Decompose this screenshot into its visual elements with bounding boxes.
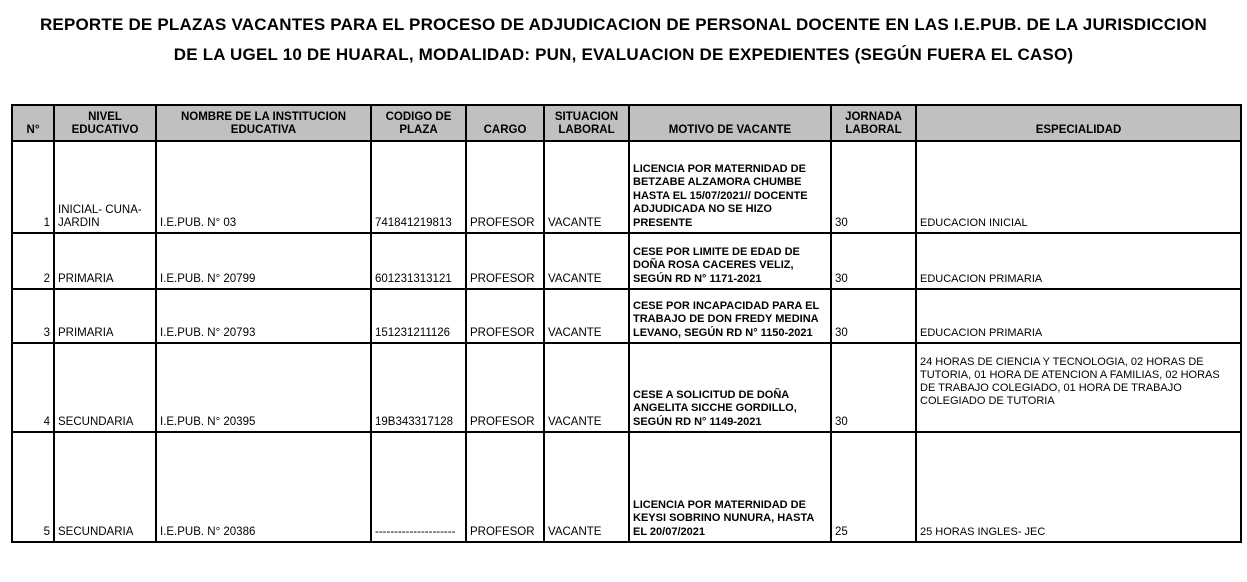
table-row xyxy=(12,141,1241,233)
cell-situacion: VACANTE xyxy=(544,432,629,542)
cell-cargo: PROFESOR xyxy=(466,432,544,542)
vacancies-table xyxy=(11,104,1242,543)
cell-situacion: VACANTE xyxy=(544,289,629,343)
cell-cargo: PROFESOR xyxy=(466,233,544,289)
cell-nombre: I.E.PUB. N° 20793 xyxy=(156,289,371,343)
table-row xyxy=(12,432,1241,542)
cell-codigo: --------------------- xyxy=(371,432,466,542)
cell-codigo: 741841219813 xyxy=(371,141,466,233)
cell-especialidad: EDUCACION PRIMARIA xyxy=(916,233,1241,289)
cell-cargo: PROFESOR xyxy=(466,289,544,343)
cell-nombre: I.E.PUB. N° 20395 xyxy=(156,343,371,432)
column-header-num: N° xyxy=(12,105,54,141)
cell-num: 4 xyxy=(12,343,54,432)
cell-jornada: 30 xyxy=(831,141,916,233)
cell-nivel: PRIMARIA xyxy=(54,289,156,343)
report-page xyxy=(0,10,1247,582)
column-header-situacion: SITUACION LABORAL xyxy=(544,105,629,141)
cell-jornada: 25 xyxy=(831,432,916,542)
cell-jornada: 30 xyxy=(831,233,916,289)
cell-cargo: PROFESOR xyxy=(466,141,544,233)
column-header-nombre: NOMBRE DE LA INSTITUCION EDUCATIVA xyxy=(156,105,371,141)
cell-codigo: 19B343317128 xyxy=(371,343,466,432)
cell-situacion: VACANTE xyxy=(544,343,629,432)
cell-num: 1 xyxy=(12,141,54,233)
table-row xyxy=(12,343,1241,432)
cell-nivel: SECUNDARIA xyxy=(54,343,156,432)
cell-motivo: LICENCIA POR MATERNIDAD DE KEYSI SOBRINO NUNURA, HASTA EL 20/07/2021 xyxy=(629,432,831,542)
cell-nivel: INICIAL- CUNA- JARDIN xyxy=(54,141,156,233)
report-title: REPORTE DE PLAZAS VACANTES PARA EL PROCESO DE ADJUDICACION DE PERSONAL DOCENTE EN LAS I.E.PUB. DE LA JURISDICCION DE LA UGEL 10 DE HUARAL, MODALIDAD: PUN, EVALUACION DE EXPEDIENTES (SEGÚN FUERA EL CASO) xyxy=(39,15,1208,64)
cell-codigo: 151231211126 xyxy=(371,289,466,343)
table-body xyxy=(12,141,1241,542)
cell-situacion: VACANTE xyxy=(544,141,629,233)
cell-nivel: PRIMARIA xyxy=(54,233,156,289)
cell-codigo: 601231313121 xyxy=(371,233,466,289)
cell-jornada: 30 xyxy=(831,343,916,432)
cell-nombre: I.E.PUB. N° 20386 xyxy=(156,432,371,542)
cell-motivo: LICENCIA POR MATERNIDAD DE BETZABE ALZAMORA CHUMBE HASTA EL 15/07/2021// DOCENTE ADJUDICADA NO SE HIZO PRESENTE xyxy=(629,141,831,233)
column-header-nivel: NIVEL EDUCATIVO xyxy=(54,105,156,141)
cell-nivel: SECUNDARIA xyxy=(54,432,156,542)
column-header-motivo: MOTIVO DE VACANTE xyxy=(629,105,831,141)
column-header-jornada: JORNADA LABORAL xyxy=(831,105,916,141)
table-header xyxy=(12,105,1241,141)
cell-num: 2 xyxy=(12,233,54,289)
cell-motivo: CESE POR LIMITE DE EDAD DE DOÑA ROSA CACERES VELIZ, SEGÚN RD N° 1171-2021 xyxy=(629,233,831,289)
cell-situacion: VACANTE xyxy=(544,233,629,289)
cell-especialidad: 24 HORAS DE CIENCIA Y TECNOLOGIA, 02 HORAS DE TUTORIA, 01 HORA DE ATENCION A FAMILIAS, 02 HORAS DE TRABAJO COLEGIADO, 01 HORA DE TRABAJO COLEGIADO DE TUTORIA xyxy=(916,343,1241,432)
cell-num: 5 xyxy=(12,432,54,542)
cell-especialidad: EDUCACION PRIMARIA xyxy=(916,289,1241,343)
table-row xyxy=(12,233,1241,289)
column-header-codigo: CODIGO DE PLAZA xyxy=(371,105,466,141)
cell-jornada: 30 xyxy=(831,289,916,343)
column-header-cargo: CARGO xyxy=(466,105,544,141)
column-header-especialidad: ESPECIALIDAD xyxy=(916,105,1241,141)
cell-motivo: CESE A SOLICITUD DE DOÑA ANGELITA SICCHE GORDILLO, SEGÚN RD N° 1149-2021 xyxy=(629,343,831,432)
table-row xyxy=(12,289,1241,343)
cell-num: 3 xyxy=(12,289,54,343)
cell-nombre: I.E.PUB. N° 20799 xyxy=(156,233,371,289)
cell-nombre: I.E.PUB. N° 03 xyxy=(156,141,371,233)
cell-especialidad: EDUCACION INICIAL xyxy=(916,141,1241,233)
cell-motivo: CESE POR INCAPACIDAD PARA EL TRABAJO DE DON FREDY MEDINA LEVANO, SEGÚN RD N° 1150-2021 xyxy=(629,289,831,343)
table-header-row xyxy=(12,105,1241,141)
cell-cargo: PROFESOR xyxy=(466,343,544,432)
cell-especialidad: 25 HORAS INGLES- JEC xyxy=(916,432,1241,542)
